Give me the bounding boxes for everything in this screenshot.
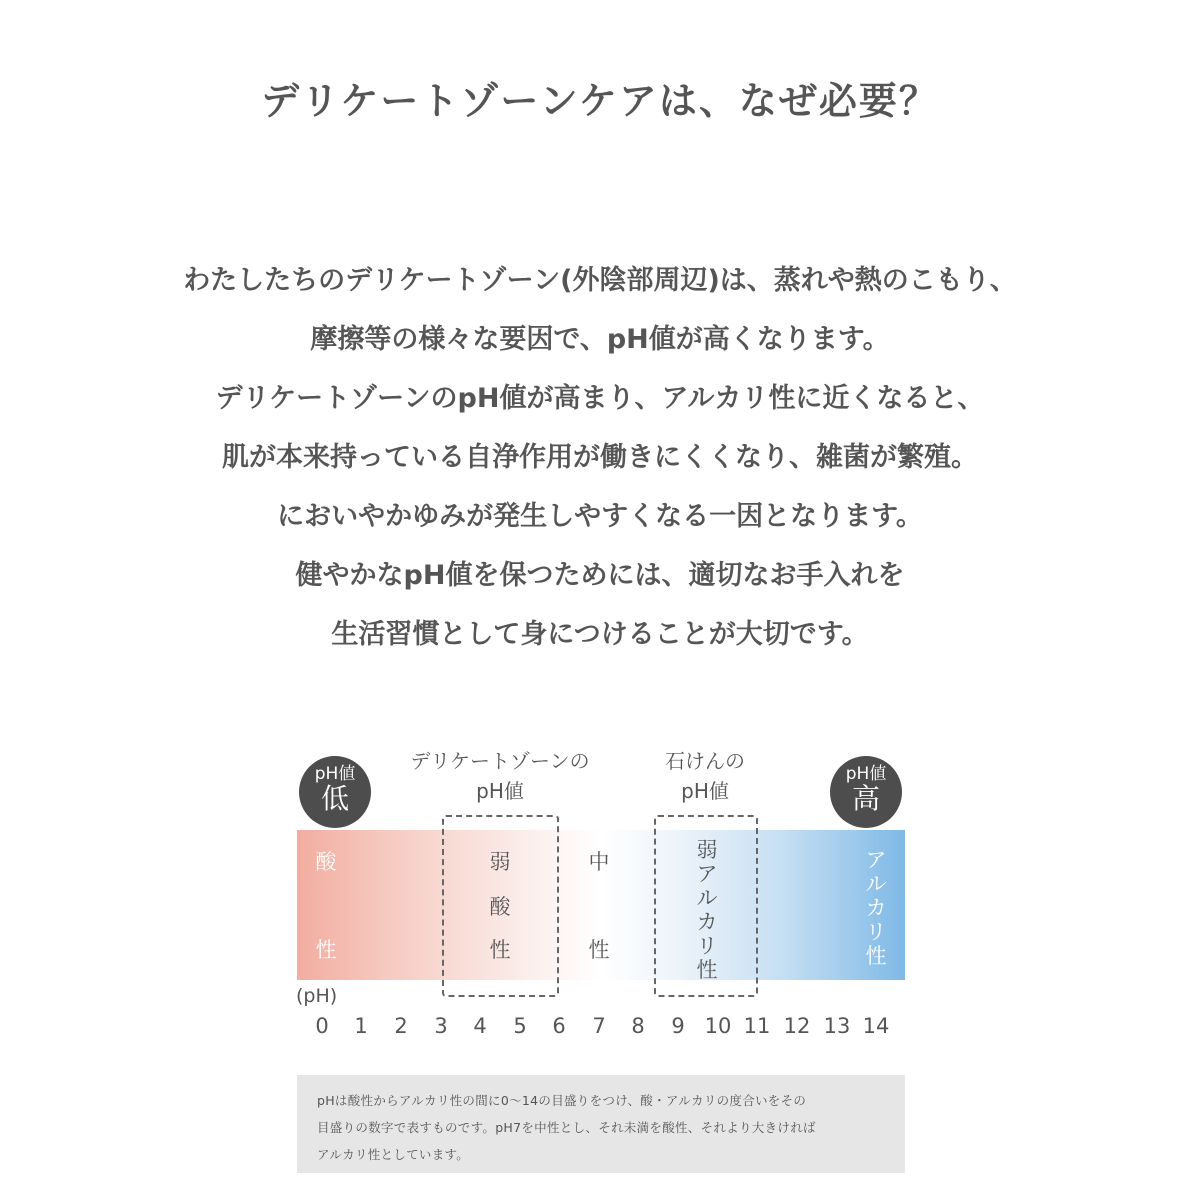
- note-line: pHは酸性からアルカリ性の間に0〜14の目盛りをつけ、酸・アルカリの度合いをその: [317, 1093, 807, 1108]
- ph-high-badge-small: pH値: [845, 764, 887, 784]
- soap-caption-line1: 石けんの: [665, 749, 745, 773]
- ph-tick: 11: [743, 1014, 771, 1038]
- body-line: わたしたちのデリケートゾーン(外陰部周辺)は、蒸れや熱のこもり、: [183, 265, 1017, 296]
- ph-tick: 13: [823, 1014, 851, 1038]
- body-line: 肌が本来持っている自浄作用が働きにくくなり、雑菌が繁殖。: [222, 442, 978, 473]
- acid-label-top: 酸: [315, 850, 337, 874]
- weak-alkali-label: [692, 838, 722, 982]
- ph-tick: 4: [473, 1014, 487, 1038]
- body-line: デリケートゾーンのpH値が高まり、アルカリ性に近くなると、: [215, 383, 985, 414]
- ph-explanation-note: [297, 1075, 905, 1173]
- ph-tick: 6: [552, 1014, 566, 1038]
- weak-acid-label-1: 弱: [489, 850, 511, 874]
- ph-tick: 14: [862, 1014, 890, 1038]
- ph-low-badge-big: 低: [320, 782, 349, 815]
- alkali-label: [861, 848, 891, 968]
- body-line: 生活習慣として身につけることが大切です。: [331, 619, 869, 650]
- ph-tick: 10: [704, 1014, 732, 1038]
- page-title: デリケートゾーンケアは、なぜ必要？: [261, 79, 939, 123]
- delicate-zone-caption-line1: デリケートゾーンの: [410, 749, 590, 773]
- weak-alkali-char: カ: [696, 910, 718, 934]
- ph-tick: 3: [434, 1014, 448, 1038]
- note-line: 目盛りの数字で表すものです。pH7を中性とし、それ未満を酸性、それより大きければ: [317, 1120, 816, 1135]
- weak-alkali-char: 性: [696, 958, 718, 982]
- ph-high-badge: [830, 756, 902, 828]
- weak-alkali-char: ア: [696, 862, 718, 886]
- ph-scale-ticks: [0, 1014, 1200, 1042]
- delicate-zone-caption-line2: pH値: [476, 779, 524, 803]
- delicate-zone-caption: [390, 746, 610, 806]
- ph-tick: 12: [783, 1014, 811, 1038]
- body-line: 摩擦等の様々な要因で、pH値が高くなります。: [310, 324, 890, 355]
- ph-tick: 1: [354, 1014, 368, 1038]
- acid-label-bottom: 性: [315, 938, 337, 962]
- ph-tick: 7: [592, 1014, 606, 1038]
- ph-tick: 2: [394, 1014, 408, 1038]
- weak-alkali-char: ル: [696, 886, 718, 910]
- ph-tick: 0: [315, 1014, 329, 1038]
- weak-alkali-char: リ: [696, 934, 718, 958]
- neutral-label-top: 中: [588, 850, 610, 874]
- ph-unit-label: (pH): [296, 985, 338, 1007]
- ph-tick: 9: [671, 1014, 685, 1038]
- weak-acid-label-3: 性: [489, 938, 511, 962]
- weak-acid-label-2: 酸: [489, 895, 511, 919]
- note-line: アルカリ性としています。: [317, 1147, 470, 1162]
- weak-alkali-char: 弱: [696, 838, 718, 862]
- alkali-char: ル: [865, 872, 887, 896]
- body-line: 健やかなpH値を保つためには、適切なお手入れを: [295, 560, 905, 591]
- alkali-char: ア: [865, 848, 887, 872]
- soap-caption: [640, 746, 770, 806]
- ph-low-badge: [299, 756, 371, 828]
- alkali-char: リ: [865, 920, 887, 944]
- alkali-char: 性: [865, 944, 887, 968]
- alkali-char: カ: [865, 896, 887, 920]
- ph-low-badge-small: pH値: [314, 764, 356, 784]
- body-line: においやかゆみが発生しやすくなる一因となります。: [277, 501, 923, 532]
- neutral-label-bottom: 性: [588, 938, 610, 962]
- ph-high-badge-big: 高: [851, 782, 880, 815]
- ph-tick: 8: [631, 1014, 645, 1038]
- ph-tick: 5: [513, 1014, 527, 1038]
- soap-caption-line2: pH値: [681, 779, 729, 803]
